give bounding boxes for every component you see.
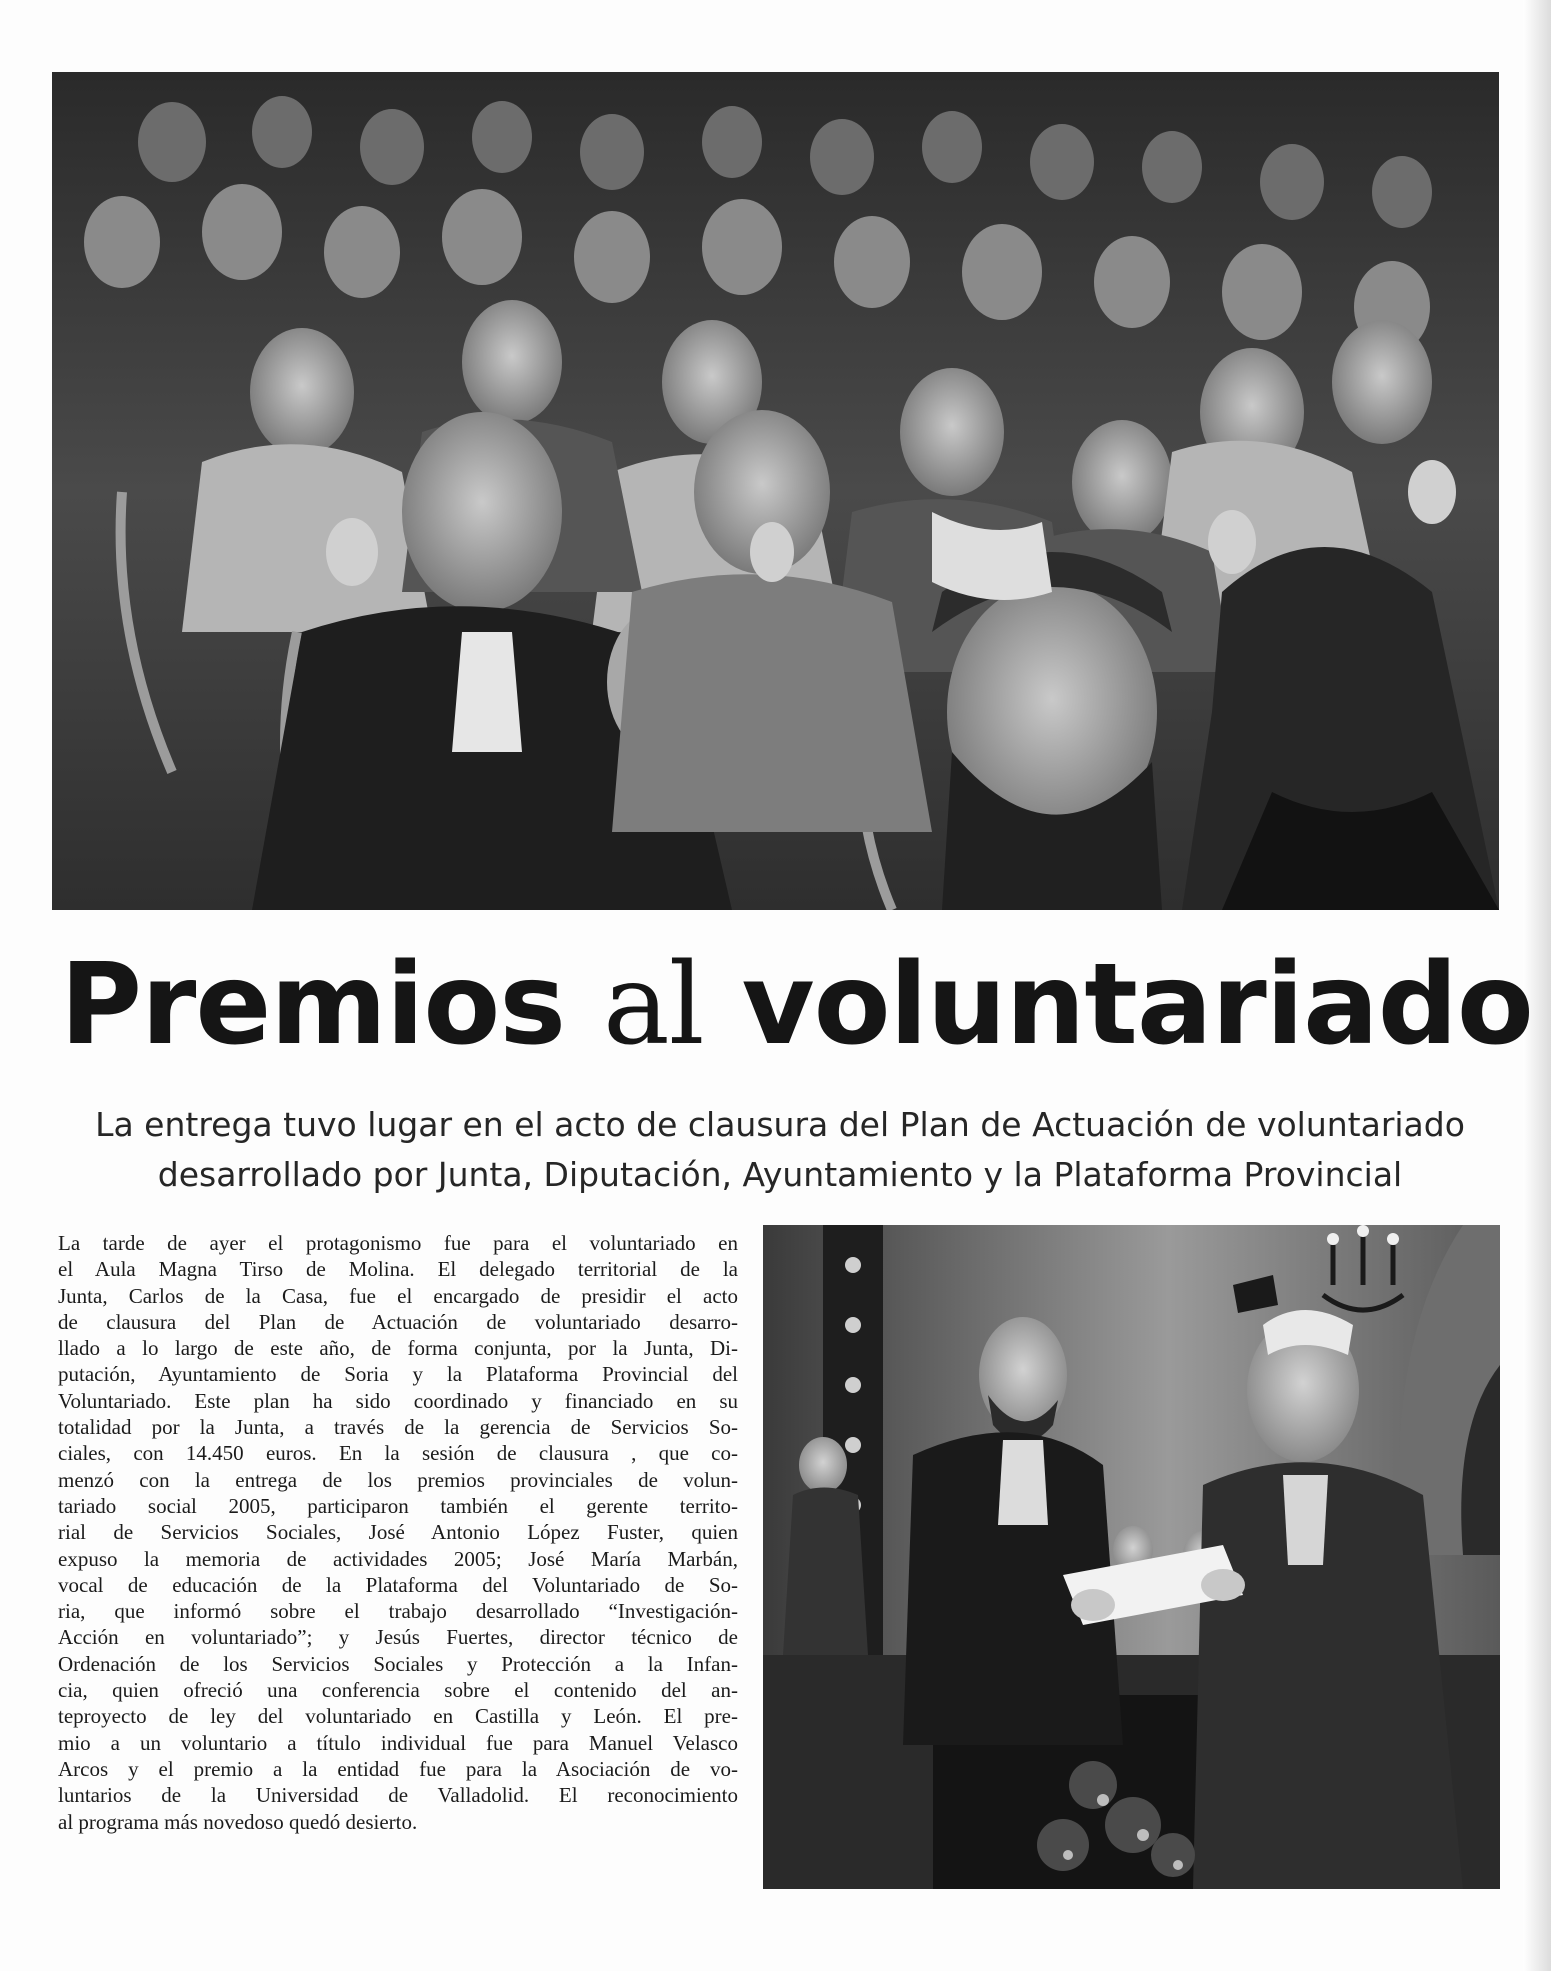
body-line: de clausura del Plan de Actuación de voluntariado desarro-	[58, 1309, 738, 1334]
body-line: el Aula Magna Tirso de Molina. El delegado territorial de la	[58, 1257, 738, 1282]
body-line: Voluntariado. Este plan ha sido coordinado y financiado en su	[58, 1388, 738, 1413]
subheadline-line: desarrollado por Junta, Diputación, Ayuntamiento y la Plataforma Provincial	[157, 1155, 1403, 1194]
body-line: totalidad por la Junta, a través de la gerencia de Servicios So-	[58, 1415, 738, 1440]
body-line: llado a lo largo de este año, de forma conjunta, por la Junta, Di-	[58, 1336, 738, 1361]
audience-photo	[52, 72, 1499, 910]
body-line: Acción en voluntariado”; y Jesús Fuertes, director técnico de	[58, 1625, 738, 1650]
article-subheadline	[60, 1100, 1500, 1200]
headline-word-voluntariado: voluntariado	[703, 940, 1533, 1070]
body-line: Arcos y el premio a la entidad fue para la Asociación de vo-	[58, 1756, 738, 1781]
headline-word-premios: Premios	[60, 940, 603, 1070]
article-headline	[60, 930, 1533, 1080]
audience-photo-graphic	[52, 72, 1499, 910]
body-line: putación, Ayuntamiento de Soria y la Plataforma Provincial del	[58, 1362, 738, 1387]
headline-word-al: al	[602, 940, 704, 1070]
body-line: rial de Servicios Sociales, José Antonio López Fuster, quien	[58, 1520, 738, 1545]
subheadline-line: La entrega tuvo lugar en el acto de clausura del Plan de Actuación de voluntariado	[95, 1105, 1465, 1144]
body-line: Junta, Carlos de la Casa, fue el encargado de presidir el acto	[58, 1283, 738, 1308]
body-line: expuso la memoria de actividades 2005; José María Marbán,	[58, 1546, 738, 1571]
body-line: luntarios de la Universidad de Valladolid. El reconocimiento	[58, 1783, 738, 1808]
award-ceremony-photo	[763, 1225, 1500, 1889]
body-line: tariado social 2005, participaron también el gerente territo-	[58, 1493, 738, 1518]
body-line: vocal de educación de la Plataforma del Voluntariado de So-	[58, 1572, 738, 1597]
body-line: mio a un voluntario a título individual fue para Manuel Velasco	[58, 1730, 738, 1755]
award-ceremony-photo-graphic	[763, 1225, 1500, 1889]
body-line: cia, quien ofreció una conferencia sobre el contenido del an-	[58, 1678, 738, 1703]
body-line-last: al programa más novedoso quedó desierto.	[58, 1809, 418, 1834]
body-line: Ordenación de los Servicios Sociales y Protección a la Infan-	[58, 1651, 738, 1676]
article-body	[58, 1230, 738, 1835]
body-line: menzó con la entrega de los premios provinciales de volun-	[58, 1467, 738, 1492]
body-line: teproyecto de ley del voluntariado en Castilla y León. El pre-	[58, 1704, 738, 1729]
body-line: La tarde de ayer el protagonismo fue para el voluntariado en	[58, 1231, 738, 1255]
body-line: ria, que informó sobre el trabajo desarrollado “Investigación-	[58, 1599, 738, 1624]
body-line: ciales, con 14.450 euros. En la sesión de clausura , que co-	[58, 1441, 738, 1466]
